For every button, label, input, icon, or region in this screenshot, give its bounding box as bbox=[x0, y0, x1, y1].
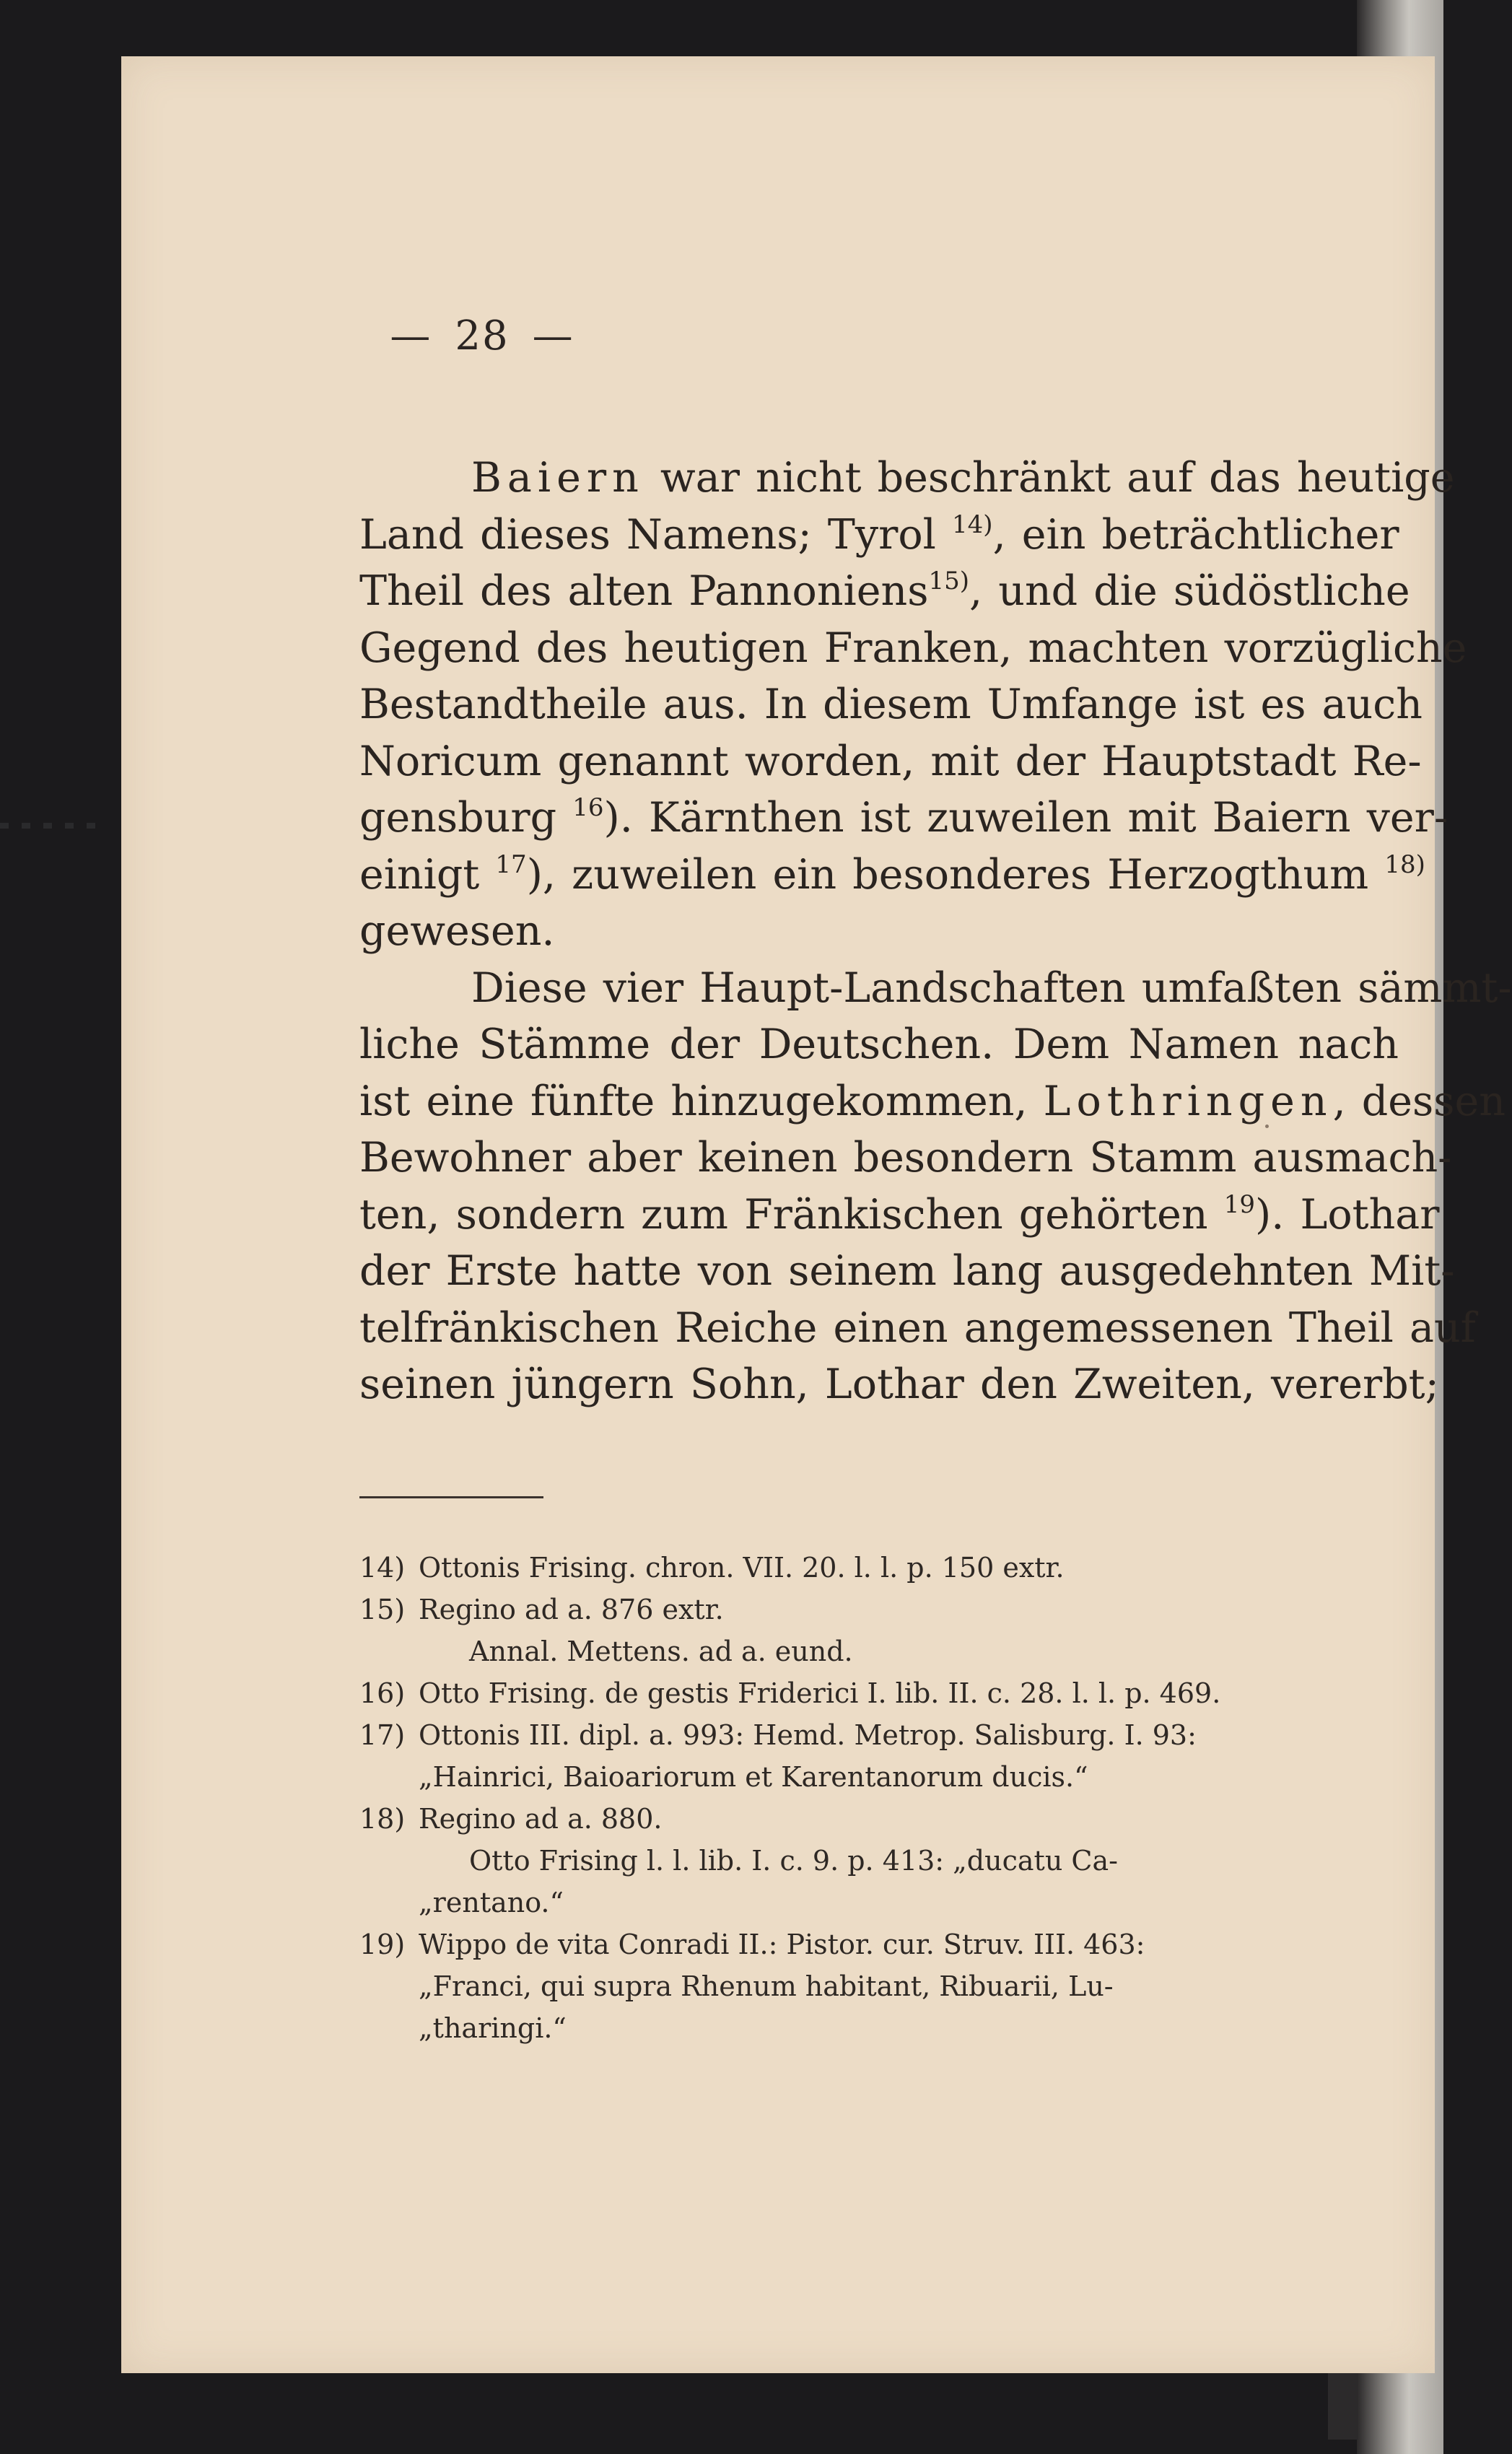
text-line-13: Bewohner aber keinen besondern Stamm ausmach- bbox=[359, 1134, 1452, 1182]
text-line-15: der Erste hatte von seinem lang ausgedehnten Mit- bbox=[359, 1247, 1455, 1295]
footnote-ref-19[interactable]: 19 bbox=[1223, 1189, 1256, 1219]
page-number: 28 bbox=[455, 313, 510, 359]
header-dash-left: — bbox=[390, 313, 432, 359]
spaced-word-lothringen: Lothringen bbox=[1043, 1077, 1333, 1125]
paragraph-2-cont bbox=[359, 1016, 1506, 1413]
book-page bbox=[121, 56, 1512, 2373]
footnote-ref-15[interactable]: 15) bbox=[928, 567, 969, 595]
footnote-15-cont: Annal. Mettens. ad a. eund. bbox=[469, 1636, 853, 1667]
paper-speck bbox=[1265, 1125, 1269, 1128]
scan-margin-marks bbox=[0, 823, 101, 829]
footnote-15: 15) Regino ad a. 876 extr. bbox=[359, 1594, 724, 1625]
text-line-16: telfränkischen Reiche einen angemessenen Theil auf bbox=[359, 1304, 1476, 1352]
footnote-ref-14[interactable]: 14) bbox=[952, 510, 993, 539]
text-line-4: Gegend des heutigen Franken, machten vorzügliche bbox=[359, 624, 1467, 672]
text-line-9: gewesen. bbox=[359, 907, 555, 955]
text-line-10: Diese vier Haupt-Landschaften umfaßten sämmt- bbox=[471, 964, 1512, 1012]
text-line-1-rest: war nicht beschränkt auf das heutige bbox=[644, 454, 1455, 502]
text-line-11: liche Stämme der Deutschen. Dem Namen nach bbox=[359, 1021, 1399, 1068]
footnote-19-cont: „Franci, qui supra Rhenum habitant, Ribuarii, Lu- bbox=[419, 1970, 1114, 2002]
paragraph-2 bbox=[359, 960, 1512, 1017]
header-dash-right: — bbox=[532, 313, 574, 359]
spaced-word-baiern: Baiern bbox=[471, 454, 644, 502]
footnote-19: 19) Wippo de vita Conradi II.: Pistor. cur. Struv. III. 463: bbox=[359, 1929, 1145, 1960]
footnote-18: 18) Regino ad a. 880. bbox=[359, 1803, 663, 1835]
page-header bbox=[121, 313, 843, 359]
footnotes bbox=[359, 1547, 1399, 2049]
paragraph-1 bbox=[359, 450, 1455, 507]
text-line-1 bbox=[359, 450, 1455, 507]
footnote-16: 16) Otto Frising. de gestis Friderici I. lib. II. c. 28. l. l. p. 469. bbox=[359, 1677, 1221, 1709]
text-line-17: seinen jüngern Sohn, Lothar den Zweiten, vererbt; bbox=[359, 1361, 1439, 1408]
text-line-14: ten, sondern zum Fränkischen gehörten $^{19}$). Lothar bbox=[359, 1189, 1440, 1239]
footnote-18-cont2: „rentano.“ bbox=[419, 1887, 564, 1918]
text-line-2: Land dieses Namens; Tyrol $^{14)}$, ein beträchtlicher bbox=[359, 510, 1399, 559]
main-paragraphs bbox=[359, 450, 1512, 1413]
footnote-ref-16[interactable]: 16 bbox=[572, 793, 604, 822]
footnote-17: 17) Ottonis III. dipl. a. 993: Hemd. Metrop. Salisburg. I. 93: bbox=[359, 1719, 1197, 1751]
footnote-14: 14) Ottonis Frising. chron. VII. 20. l. l. p. 150 extr. bbox=[359, 1552, 1065, 1584]
text-line-6: Noricum genannt worden, mit der Hauptstadt Re- bbox=[359, 737, 1422, 785]
text-line-5: Bestandtheile aus. In diesem Umfange ist es auch bbox=[359, 681, 1423, 728]
text-line-7: gensburg $^{16}$). Kärnthen ist zuweilen mit Baiern ver- bbox=[359, 793, 1448, 842]
footnote-ref-17[interactable]: 17 bbox=[495, 850, 527, 879]
footnote-18-cont: Otto Frising l. l. lib. I. c. 9. p. 413: „ducatu Ca- bbox=[469, 1845, 1118, 1877]
footnote-19-cont2: „tharingi.“ bbox=[419, 2012, 567, 2044]
text-line-12: ist eine fünfte hinzugekommen, Lothringen, dessen bbox=[359, 1077, 1506, 1125]
footnote-ref-18[interactable]: 18) bbox=[1384, 850, 1425, 879]
paragraph-1-cont bbox=[359, 507, 1467, 960]
footnote-separator bbox=[359, 1496, 543, 1498]
text-line-8: einigt $^{17}$), zuweilen ein besonderes Herzogthum $^{18)}$ bbox=[359, 850, 1425, 899]
text-line-3: Theil des alten Pannoniens$^{15)}$, und die südöstliche bbox=[359, 567, 1410, 615]
footnote-17-cont: „Hainrici, Baioariorum et Karentanorum ducis.“ bbox=[419, 1761, 1088, 1793]
